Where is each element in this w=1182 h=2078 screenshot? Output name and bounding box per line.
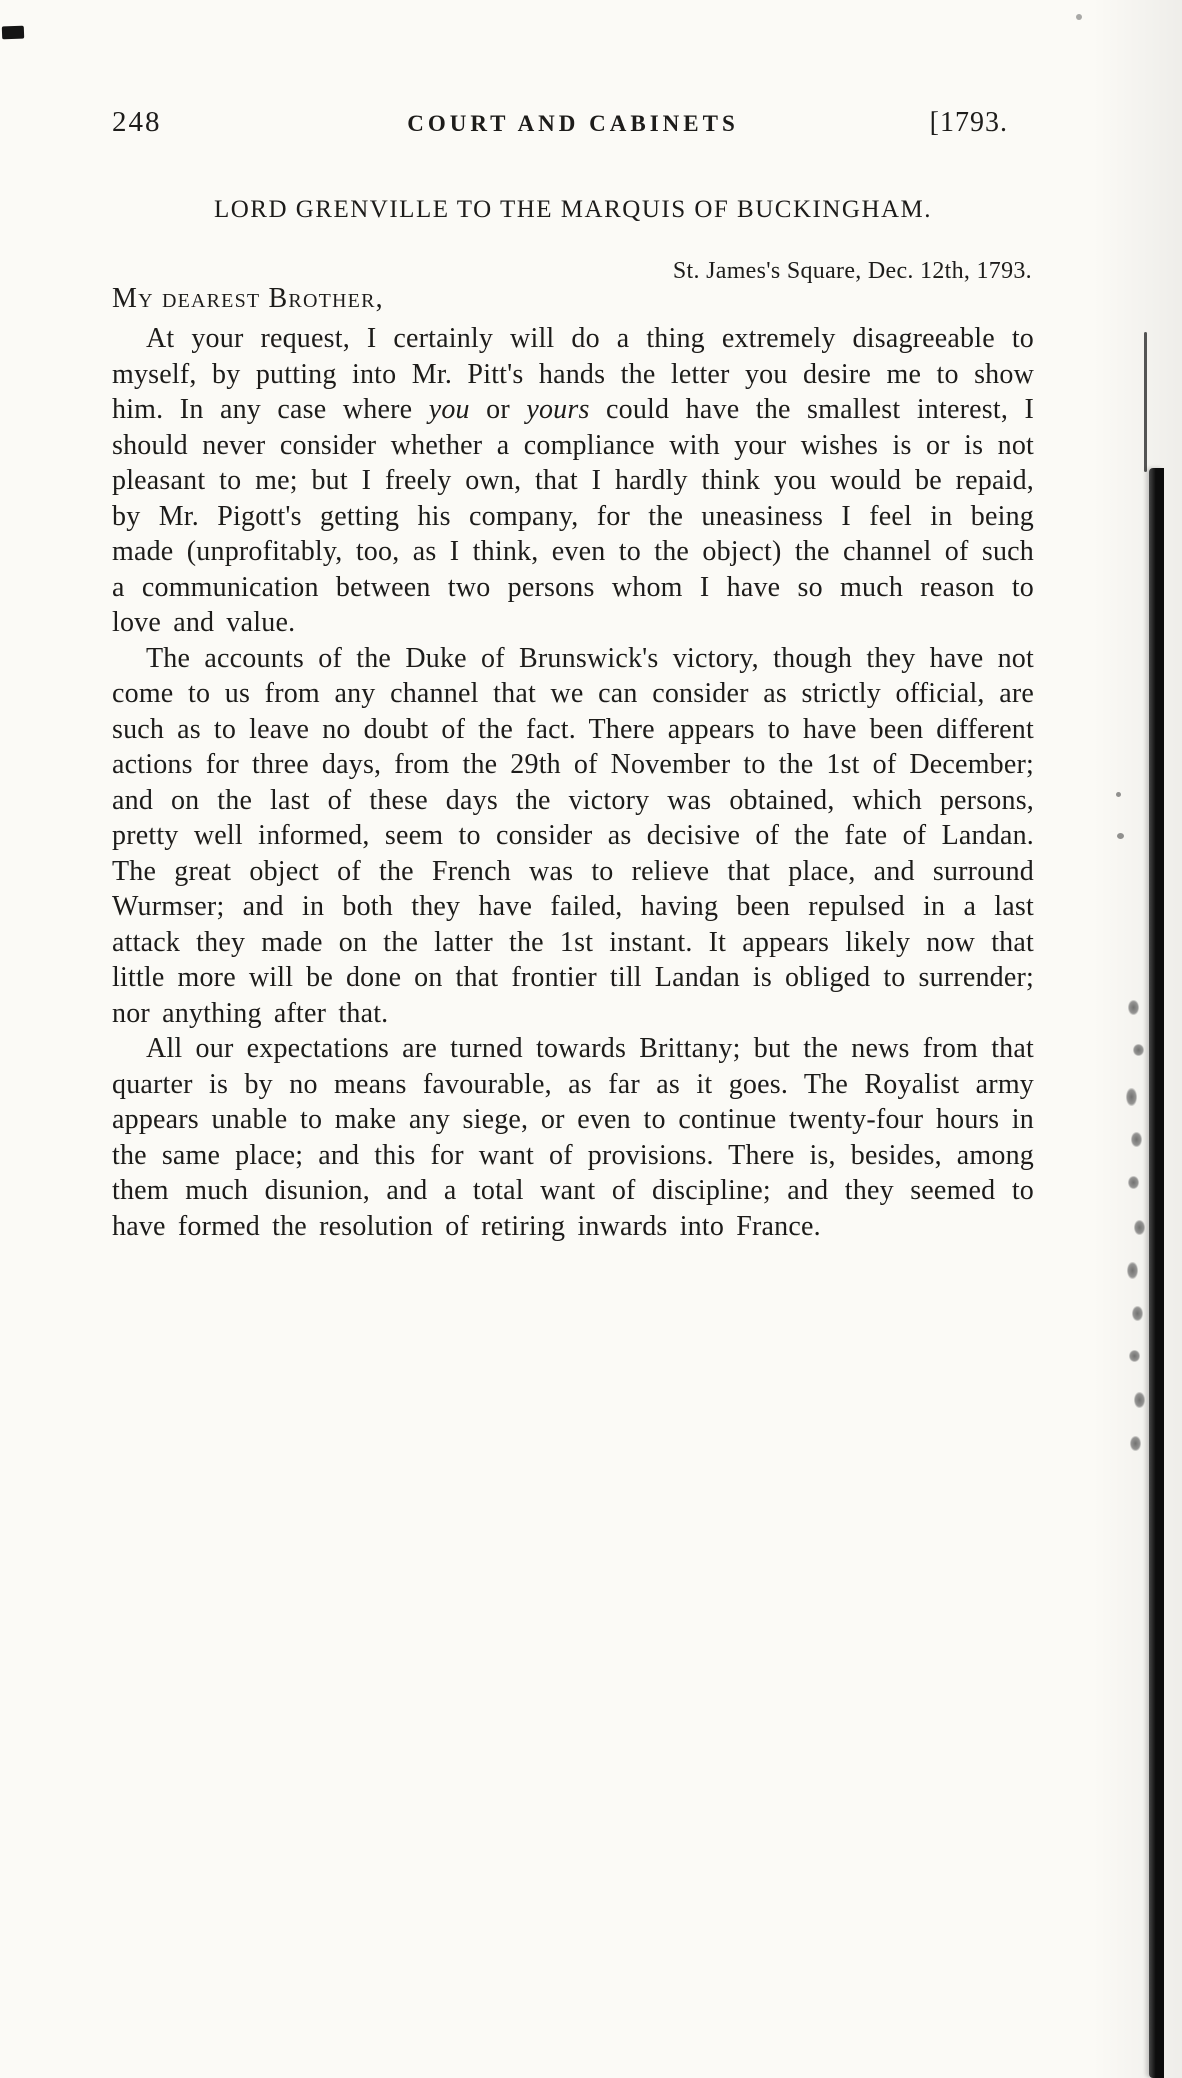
scan-artifact-top-left [2, 26, 24, 40]
emphasized-text: yours [526, 394, 590, 425]
dateline: St. James's Square, Dec. 12th, 1793. [672, 258, 1032, 284]
text-run: All our expectations are turned towards Brittany; but the news from that quarter is by no means favourable, as far as it goes. The Royalist army appears unable to make any siege, or even to continue twenty-four hours in the same place; and this for want of provisions. There is, besides, among them much disunion, and a total want of discipline; and they seemed to have formed the resolution of retiring inwards into France. [112, 1033, 1034, 1242]
page-edge-artifact [1130, 1436, 1141, 1451]
letter [112, 196, 1034, 1244]
page-number: 248 [112, 106, 162, 138]
page-edge-artifact [1133, 1044, 1144, 1056]
letter-paragraph [112, 641, 1034, 1032]
scan-artifact-dot [1117, 833, 1124, 839]
emphasized-text: you [428, 394, 470, 425]
page-edge-artifact [1128, 1000, 1139, 1015]
scan-artifact-vertical-line [1144, 332, 1147, 472]
page-edge-artifact [1129, 1350, 1140, 1362]
year-label: [1793. [929, 107, 1008, 138]
letter-heading: LORD GRENVILLE TO THE MARQUIS OF BUCKINGHAM. [213, 196, 933, 223]
letter-paragraph [112, 1031, 1034, 1244]
page-edge-artifact [1132, 1306, 1143, 1321]
scan-artifact-binding-bar [1149, 468, 1164, 2078]
salutation: My dearest Brother, [112, 283, 384, 314]
scan-artifact-top-right [1076, 14, 1082, 20]
text-run: The accounts of the Duke of Brunswick's victory, though they have not come to us from any channel that we can consider as strictly official, are such as to leave no doubt of the fact. There appears to have been different actions for three days, from the 29th of November to the 1st of December; and on the last of these days the victory was obtained, which persons, pretty well informed, seem to consider as decisive of the fate of Landan. The great object of the French was to relieve that place, and surround Wurmser; and in both they have failed, having been repulsed in a last attack they made on the latter the 1st instant. It appears likely now that little more will be done on that frontier till Landan is obliged to surrender; nor anything after that. [112, 642, 1034, 1029]
page-edge-artifact [1126, 1088, 1137, 1106]
text-run: or [469, 394, 527, 425]
letter-paragraph [112, 321, 1034, 641]
page-edge-artifact [1127, 1262, 1138, 1279]
page-edge-artifact [1131, 1132, 1142, 1147]
page-edge-artifact [1134, 1392, 1145, 1408]
text-run: At your request, I certainly will do a thing extremely disagreeable to myself, by putting into Mr. Pitt's hands the letter you desire me to show him. In any case where [112, 323, 1034, 425]
page-header [112, 106, 1034, 139]
running-title: COURT AND CABINETS [407, 111, 739, 136]
page-edge-artifact [1128, 1176, 1139, 1189]
text-run: could have the smallest interest, I should never consider whether a compliance with your wishes is or is not pleasant to me; but I freely own, that I hardly think you would be repaid, by Mr. Pigott's getting his company, for the uneasiness I feel in being made (unprofitably, too, as I think, even to the object) the channel of such a communication between two persons whom I have so much reason to love and value. [112, 394, 1034, 638]
page-edge-artifact [1134, 1220, 1145, 1235]
scan-artifact-dot [1116, 792, 1121, 797]
letter-body [112, 321, 1034, 1244]
